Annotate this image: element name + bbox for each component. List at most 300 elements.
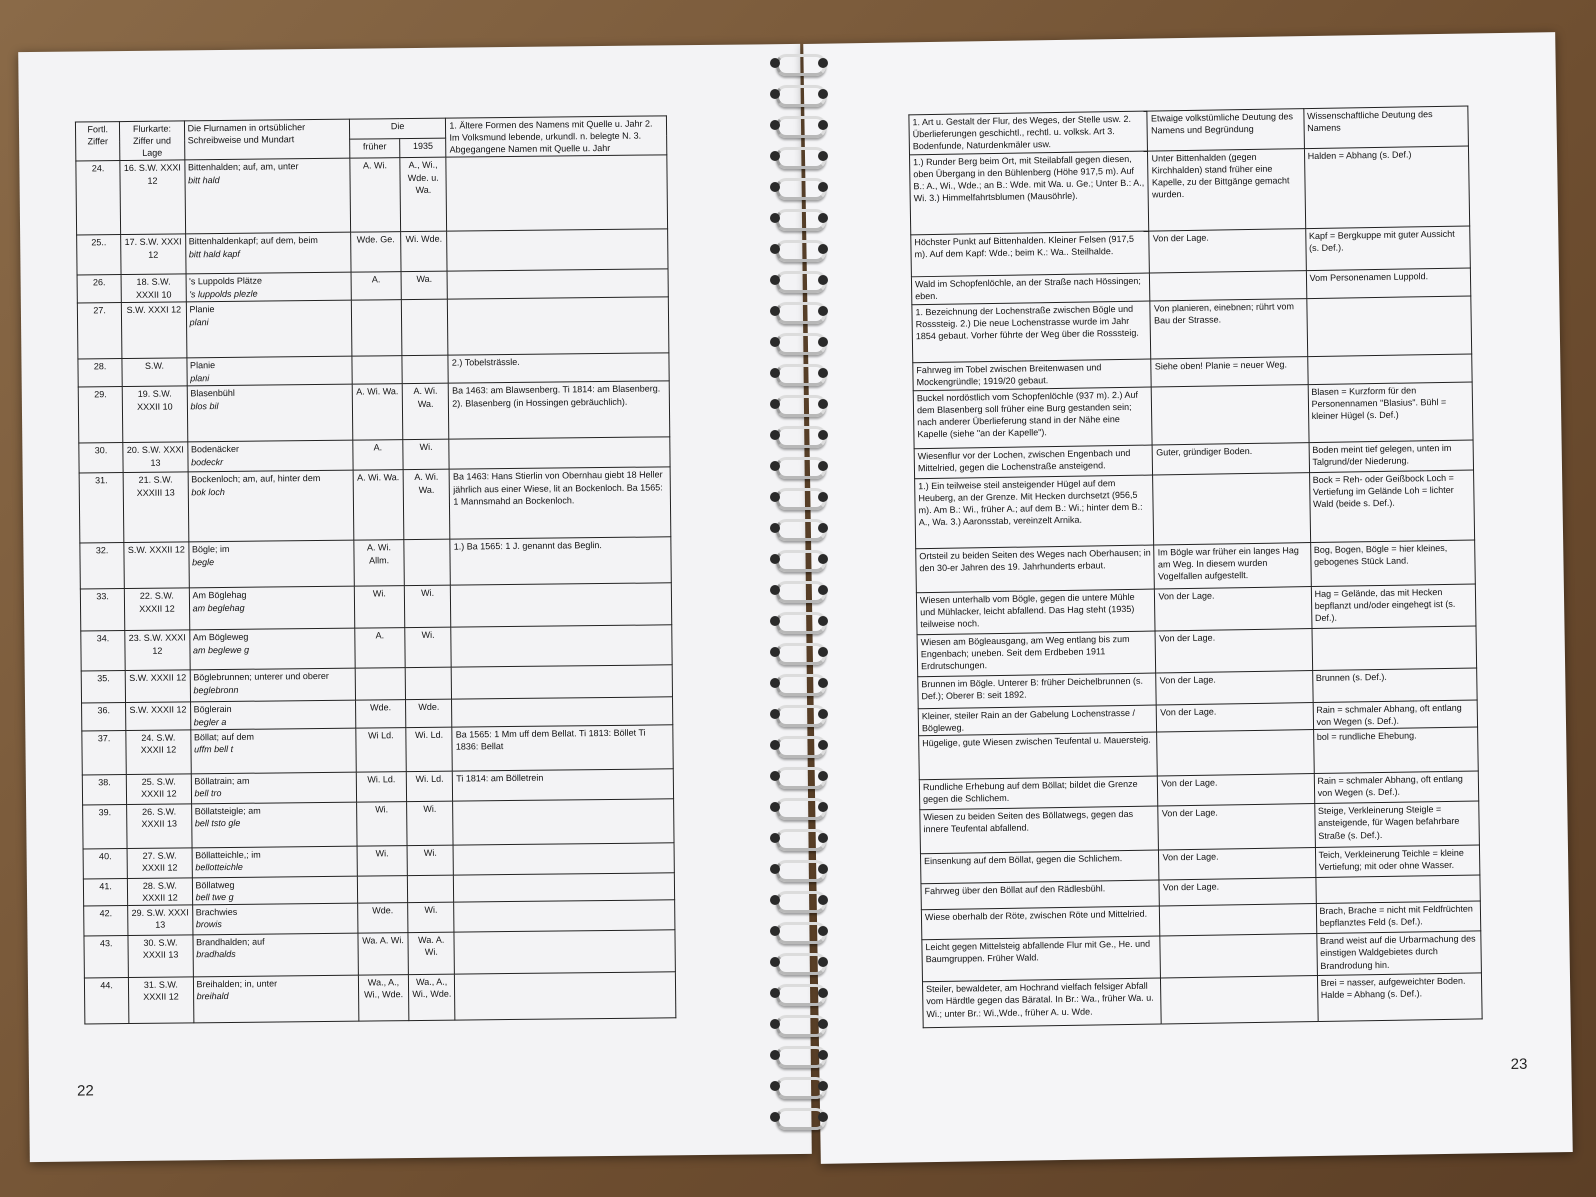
punch-hole (818, 430, 828, 440)
row-flurkarte: 24. S.W. XXXII 12 (126, 730, 191, 775)
row-frueher: A. Wi. (350, 158, 401, 233)
flurname-text: Am Böglehag (192, 590, 247, 601)
header-wissenschaftliche-deutung: Wissenschaftliche Deutung des Namens (1303, 106, 1468, 149)
row-number: 27. (77, 303, 122, 359)
row-1935: Wi. (407, 801, 454, 845)
row-volkstuemliche-deutung: Siehe oben! Planie = neuer Weg. (1151, 357, 1308, 387)
row-aeltere-formen (447, 269, 668, 299)
punch-hole (770, 151, 780, 161)
row-frueher: A. Wi. Wa. (353, 470, 404, 541)
flurname-mundart: plani (190, 372, 210, 383)
row-volkstuemliche-deutung: Guter, gründiger Boden. (1153, 443, 1310, 475)
punch-hole (770, 368, 780, 378)
punch-hole (770, 337, 780, 347)
row-flurkarte: 26. S.W. XXXII 13 (127, 804, 192, 849)
punch-hole (770, 244, 780, 254)
row-volkstuemliche-deutung: Von der Lage. (1158, 774, 1315, 806)
row-frueher: Wde. (358, 903, 408, 934)
row-flurname (191, 772, 357, 804)
row-flurkarte: 29. S.W. XXXI 13 (128, 905, 193, 936)
row-aeltere-formen (455, 972, 676, 1020)
header-fortl-ziffer: Fortl. Ziffer (75, 122, 120, 162)
row-1935: Wi. (405, 628, 452, 668)
row-frueher: Wi. (357, 845, 407, 876)
table-row (79, 467, 671, 543)
punch-hole (818, 182, 828, 192)
row-wissenschaftliche-deutung (1306, 296, 1471, 357)
row-art-gestalt: Hügelige, gute Wiesen zwischen Teufental u. Mauersteig. (919, 732, 1158, 780)
row-frueher: A. Wi. Wa. (352, 384, 403, 441)
row-wissenschaftliche-deutung: Vom Personenamen Luppold. (1306, 268, 1471, 299)
row-frueher (357, 875, 407, 903)
header-frueher: früher (350, 138, 400, 158)
flurname-text: Am Bögleweg (192, 632, 249, 643)
row-volkstuemliche-deutung (1150, 271, 1307, 301)
flurname-mundart: bradhalds (196, 949, 236, 960)
row-flurkarte: 19. S.W. XXXII 10 (123, 386, 188, 443)
row-number: 39. (83, 804, 128, 848)
flurname-text: Böllatsteigle; am (194, 805, 261, 817)
row-aeltere-formen: Ti 1814: am Bölletrein (453, 769, 674, 801)
header-1935: 1935 (400, 138, 446, 158)
punch-hole (770, 616, 780, 626)
header-aeltere-formen: 1. Ältere Formen des Namens mit Quelle u. Jahr 2. Im Volksmund lebende, urkundl. n. belegte N. 3. Abgegangene Namen mit Quelle u. Jahr (446, 116, 667, 158)
table-row (77, 229, 668, 275)
punch-hole (818, 151, 828, 161)
row-wissenschaftliche-deutung: Boden meint tief gelegen, unten im Talgrund/der Niederung. (1309, 440, 1474, 473)
punch-hole (818, 492, 828, 502)
spiral-binding (770, 40, 830, 1140)
flurname-mundart: uffm bell t (193, 743, 234, 755)
punch-hole (818, 306, 828, 316)
table-row (78, 381, 670, 443)
row-1935: Wa. (401, 272, 448, 300)
punch-hole (818, 988, 828, 998)
row-frueher: Wde. (355, 700, 405, 728)
row-aeltere-formen (448, 297, 669, 355)
punch-hole (818, 337, 828, 347)
flurname-mundart: breihald (196, 991, 229, 1002)
row-frueher: Wi. (354, 586, 405, 629)
flurname-text: 's Luppolds Plätze (189, 276, 262, 287)
punch-hole (770, 492, 780, 502)
row-flurname (190, 669, 356, 703)
punch-hole (818, 833, 828, 843)
row-frueher (352, 356, 402, 385)
row-aeltere-formen (446, 155, 667, 231)
punch-hole (770, 678, 780, 688)
punch-hole (770, 1050, 780, 1060)
punch-hole (818, 213, 828, 223)
row-flurname (190, 728, 356, 774)
punch-hole (770, 585, 780, 595)
row-1935: Wde. (406, 700, 453, 728)
row-flurkarte: S.W. XXXII 12 (126, 670, 191, 703)
row-1935: A., Wi., Wde. u. Wa. (400, 158, 447, 232)
row-art-gestalt: Fahrweg im Tobel zwischen Breitenwasen und Mockengründle; 1919/20 gebaut. (913, 359, 1152, 391)
flurname-text: Böllatteichle,; im (195, 849, 261, 861)
row-wissenschaftliche-deutung (1307, 354, 1472, 385)
row-wissenschaftliche-deutung: Hag = Gelände, das mit Hecken bepflanzt und/oder eingehegt ist (s. Def.). (1311, 584, 1476, 629)
row-frueher: Wa. A. Wi. (358, 933, 409, 976)
punch-hole (818, 275, 828, 285)
row-frueher: Wa., A., Wi., Wde. (358, 975, 409, 1022)
flurname-mundart: bitt hald (188, 174, 220, 185)
punch-hole (770, 1112, 780, 1122)
row-number: 26. (77, 275, 122, 303)
table-row (82, 725, 673, 775)
flurname-mundart: bell tro (194, 787, 222, 799)
punch-hole (818, 1112, 828, 1122)
flurname-mundart: bell tsto gle (194, 817, 241, 829)
table-row (76, 155, 668, 235)
row-1935 (404, 540, 451, 586)
row-number: 37. (82, 730, 127, 774)
row-volkstuemliche-deutung (1160, 934, 1317, 978)
flurname-text: Brachwies (195, 906, 238, 918)
row-number: 24. (76, 161, 121, 235)
flurname-mundart: beglebronn (193, 684, 239, 695)
row-1935: A. Wi. Wa. (403, 470, 450, 540)
row-flurkarte: S.W. (122, 358, 187, 387)
row-wissenschaftliche-deutung: Teich, Verkleinerung Teichle = kleine Vertiefung; mit oder ohne Wasser. (1315, 845, 1480, 878)
row-flurname (191, 802, 357, 848)
row-volkstuemliche-deutung (1161, 976, 1318, 1024)
flurname-text: Böllat; auf dem (193, 731, 255, 743)
row-art-gestalt: Wiesen unterhalb vom Bögle, gegen die untere Mühle und Mühlacker, leicht abfallend. Das Hag steht (1935) teilweise noch. (916, 589, 1155, 635)
table-row (912, 296, 1472, 363)
flurname-text: Böglebrunnen; unterer und oberer (193, 671, 329, 683)
row-art-gestalt: Wiese oberhalb der Röte, zwischen Röte und Mittelried. (921, 906, 1160, 940)
flurname-mundart: begle (192, 556, 215, 567)
punch-hole (770, 58, 780, 68)
row-art-gestalt: Wiesenflur vor der Lochen, zwischen Engenbach und Mittelried, gegen die Lochenstraße ansteigend. (914, 445, 1153, 479)
row-art-gestalt: Wiesen am Bögleausgang, am Weg entlang bis zum Engenbach; uneben. Seit dem Erdbeben 1911 Erdrutschungen. (917, 631, 1156, 677)
row-aeltere-formen: Ba 1463: Hans Stierlin von Obernhau giebt 18 Heller jährlich aus einer Wiese, lit an Bockenloch. Ba 1565: 1 Mannsmahd an Bockenloch. (449, 467, 670, 539)
row-art-gestalt: 1. Bezeichnung der Lochenstraße zwischen Bögle und Rosssteig. 2.) Die neue Lochenstrasse wurde im Jahr 1854 gebaut. Vorher führte der Weg über die Rosssteig. (912, 301, 1151, 363)
row-art-gestalt: 1.) Ein teilweise steil ansteigender Hügel auf dem Heuberg, an der Grenze. Mit Hecken durchsetzt (956,5 m). Am B.: Wi., früher A.; auf dem B.: Wi.; hinter dem B.: A., Wa. 3.) Aaronsstab, vereinzelt Arnika. (915, 475, 1155, 549)
row-1935: A. Wi. Wa. (402, 384, 449, 440)
row-art-gestalt: Ortsteil zu beiden Seiten des Weges nach Oberhausen; in den 30-er Jahren des 19. Jahrhunderts erbaut. (916, 545, 1155, 593)
row-aeltere-formen (451, 583, 672, 627)
punch-hole (818, 616, 828, 626)
row-1935: Wi. Ld. (406, 771, 453, 801)
row-art-gestalt: Leicht gegen Mittelsteig abfallende Flur mit Ge., He. und Baumgruppen. Früher Wald. (922, 936, 1161, 982)
row-number: 30. (79, 443, 124, 473)
punch-hole (818, 1081, 828, 1091)
row-number: 40. (83, 848, 128, 878)
table-row (922, 973, 1482, 1028)
row-art-gestalt: Buckel nordöstlich vom Schopfenlöchle (937 m). 2.) Auf dem Blasenberg soll früher eine Burg gestanden sein; nach anderer Überlieferung stand in der Nähe eine Kapelle (siehe "an der Kapelle"). (913, 387, 1152, 449)
row-volkstuemliche-deutung: Von der Lage. (1159, 878, 1315, 906)
header-die: Die (349, 118, 446, 139)
row-frueher: Wi Ld. (356, 727, 407, 772)
row-aeltere-formen: Ba 1463: am Blawsenberg. Ti 1814: am Blasenberg. 2). Blasenberg (in Hossingen gebräuchlich). (449, 381, 670, 439)
row-flurkarte: 25. S.W. XXXII 12 (127, 774, 192, 805)
punch-hole (770, 864, 780, 874)
row-art-gestalt: Wald im Schopfenlöchle, an der Straße nach Hössingen; eben. (911, 273, 1150, 305)
punch-hole (770, 957, 780, 967)
table-row (83, 799, 674, 849)
row-art-gestalt: Rundliche Erhebung auf dem Böllat; bildet die Grenze gegen die Schlichem. (919, 776, 1158, 810)
row-flurname (192, 903, 358, 935)
row-wissenschaftliche-deutung: Halden = Abhang (s. Def.) (1304, 146, 1470, 229)
row-flurname (186, 273, 352, 303)
page-number-right: 23 (1510, 1055, 1528, 1073)
row-number: 36. (82, 703, 127, 731)
table-row (84, 930, 675, 978)
row-number: 38. (82, 774, 127, 804)
row-flurname (189, 587, 355, 631)
flurname-mundart: bok loch (191, 486, 225, 497)
left-page (18, 44, 812, 1162)
punch-hole (818, 368, 828, 378)
row-wissenschaftliche-deutung (1312, 626, 1477, 671)
left-table-body (76, 155, 676, 1024)
row-wissenschaftliche-deutung: Bog, Bogen, Bögle = hier kleines, gebogenes Stück Land. (1310, 540, 1475, 587)
flurname-text: Bittenhalden; auf, am, unter (187, 161, 299, 173)
punch-hole (770, 926, 780, 936)
punch-hole (770, 554, 780, 564)
punch-hole (818, 554, 828, 564)
table-row (910, 146, 1470, 235)
header-flurnamen: Die Flurnamen in ortsüblicher Schreibweise und Mundart (184, 119, 350, 160)
row-flurname (187, 385, 353, 443)
row-wissenschaftliche-deutung: Bock = Reh- oder Geißbock Loch = Vertiefung im Gelände Loh = lichter Wald (beide s. Def.). (1309, 470, 1475, 543)
row-frueher: A. (351, 272, 401, 301)
row-number: 29. (78, 387, 123, 443)
row-number: 28. (78, 359, 123, 387)
row-art-gestalt: 1.) Runder Berg beim Ort, mit Steilabfall gegen diesen, oben Übergang in den Bühlenberg (Höhe 917,5 m). Auf B.: A., Wi., Wde.; an B.: Wde. mit Wa. u. Ge.; Unter B.: A., Wi. 3.) Himmelfahrtsblumen (Mausöhrle). (910, 151, 1150, 235)
punch-hole (818, 461, 828, 471)
punch-hole (770, 213, 780, 223)
row-aeltere-formen: 2.) Tobelsträssle. (448, 353, 669, 383)
row-wissenschaftliche-deutung: Rain = schmaler Abhang, oft entlang von Wegen (s. Def.). (1314, 771, 1479, 804)
page-number-left: 22 (77, 1082, 94, 1100)
table-row (81, 625, 672, 671)
row-volkstuemliche-deutung: Von der Lage. (1158, 804, 1315, 850)
flurname-mundart: begler a (193, 716, 227, 727)
row-aeltere-formen: 1.) Ba 1565: 1 J. genannt das Beglin. (450, 537, 671, 585)
row-flurname (186, 357, 352, 387)
row-flurkarte: 17. S.W. XXXI 12 (121, 234, 186, 275)
row-aeltere-formen (449, 437, 670, 469)
punch-hole (818, 957, 828, 967)
flurname-mundart: plani (189, 316, 209, 327)
row-1935 (401, 300, 448, 356)
row-frueher: A. Wi. Allm. (354, 540, 405, 587)
table-row (913, 382, 1473, 449)
row-frueher: A. (353, 440, 403, 471)
punch-hole (770, 182, 780, 192)
flurname-mundart: browis (195, 919, 222, 930)
row-flurkarte: 31. S.W. XXXII 12 (129, 977, 194, 1024)
punch-hole (770, 833, 780, 843)
row-wissenschaftliche-deutung: Brach, Brache = nicht mit Feldfrüchten bepflanztes Feld (s. Def.). (1316, 901, 1481, 934)
row-volkstuemliche-deutung: Von der Lage. (1156, 671, 1313, 705)
table-row (80, 537, 671, 589)
row-flurname (185, 233, 351, 275)
row-volkstuemliche-deutung: Von der Lage. (1149, 229, 1306, 273)
row-flurname (192, 846, 358, 878)
punch-hole (770, 709, 780, 719)
row-wissenschaftliche-deutung: Brei = nasser, aufgeweichter Boden. Halde = Abhang (s. Def.). (1317, 973, 1482, 1022)
row-wissenschaftliche-deutung: Brand weist auf die Urbarmachung des einstigen Waldgebietes durch Brandrodung hin. (1316, 931, 1481, 976)
row-1935 (402, 356, 449, 384)
flurname-text: Bockenloch; am, auf, hinter dem (191, 473, 321, 485)
row-art-gestalt: Einsenkung auf dem Böllat, gegen die Schlichem. (920, 850, 1159, 884)
punch-hole (770, 430, 780, 440)
row-1935: Wa., A., Wi., Wde. (408, 974, 455, 1020)
punch-hole (818, 771, 828, 781)
row-art-gestalt: Kleiner, steiler Rain an der Gabelung Lochenstrasse / Bögleweg. (918, 705, 1157, 736)
row-volkstuemliche-deutung: Von der Lage. (1155, 629, 1312, 673)
row-flurkarte: 18. S.W. XXXII 10 (121, 274, 186, 303)
row-art-gestalt: Brunnen im Bögle. Unterer B: früher Deichelbrunnen (s. Def.); Oberer B: seit 1892. (918, 673, 1157, 709)
punch-hole (770, 399, 780, 409)
row-wissenschaftliche-deutung: Blasen = Kurzform für den Personennamen "Blasius". Bühl = kleiner Hügel (s. Def.) (1308, 382, 1473, 443)
row-aeltere-formen (453, 799, 674, 845)
row-frueher (355, 668, 406, 701)
punch-hole (818, 709, 828, 719)
punch-hole (818, 244, 828, 254)
row-number: 35. (81, 671, 126, 703)
row-aeltere-formen (453, 843, 674, 875)
row-number: 42. (84, 906, 129, 936)
punch-hole (770, 771, 780, 781)
flurname-mundart: bell twe g (195, 891, 234, 903)
flurname-text: Böllatweg (195, 879, 235, 891)
flurname-text: Planie (189, 304, 215, 315)
row-aeltere-formen (454, 930, 675, 974)
table-row (77, 297, 669, 359)
punch-hole (818, 864, 828, 874)
punch-hole (770, 461, 780, 471)
punch-hole (770, 306, 780, 316)
row-number: 25.. (77, 235, 122, 275)
flurname-mundart: am beglewe g (192, 644, 250, 655)
row-1935 (405, 668, 452, 700)
flurname-text: Planie (189, 360, 216, 371)
punch-hole (818, 895, 828, 905)
punch-hole (770, 1019, 780, 1029)
right-page (803, 32, 1572, 1164)
row-1935: Wi. (408, 902, 455, 932)
row-wissenschaftliche-deutung: bol = rundliche Ehebung. (1313, 727, 1478, 774)
row-volkstuemliche-deutung: Von der Lage. (1155, 587, 1312, 631)
punch-hole (818, 740, 828, 750)
row-1935 (407, 875, 454, 903)
flurname-text: Böllatrain; am (194, 775, 250, 787)
row-flurname (187, 441, 353, 473)
right-field-description-table (908, 106, 1482, 1029)
row-volkstuemliche-deutung (1160, 904, 1317, 936)
row-flurname (190, 701, 356, 730)
row-flurname (188, 541, 354, 589)
punch-hole (770, 89, 780, 99)
punch-hole (818, 1050, 828, 1060)
punch-hole (770, 895, 780, 905)
flurname-text: Bögle; im (191, 544, 230, 555)
row-art-gestalt: Wiesen zu beiden Seiten des Böllatwegs, gegen das innere Teufental abfallend. (920, 806, 1159, 854)
flurname-text: Breihalden; in, unter (196, 978, 278, 990)
flurname-mundart: bitt hald kapf (188, 248, 240, 259)
punch-hole (770, 988, 780, 998)
row-flurkarte: 28. S.W. XXXII 12 (128, 878, 193, 906)
flurname-text: Bittenhaldenkapf; auf dem, beim (188, 235, 318, 247)
row-flurname (192, 933, 358, 977)
flurname-mundart: 's luppolds plezle (189, 288, 258, 299)
row-volkstuemliche-deutung: Im Bögle war früher ein langes Hag am Weg. In diesem wurden Vogelfallen aufgestellt. (1154, 543, 1311, 589)
table-row (80, 583, 671, 631)
row-aeltere-formen (452, 697, 673, 727)
punch-hole (818, 1019, 828, 1029)
header-volkstuemliche-deutung: Etwaige volkstümliche Deutung des Namens und Begründung (1147, 109, 1304, 151)
row-flurname (189, 629, 355, 671)
row-number: 31. (79, 473, 124, 543)
row-flurkarte: 16. S.W. XXXI 12 (120, 160, 185, 235)
punch-hole (770, 275, 780, 285)
row-aeltere-formen (454, 873, 675, 903)
punch-hole (818, 678, 828, 688)
table-row (84, 972, 675, 1024)
punch-hole (770, 523, 780, 533)
row-wissenschaftliche-deutung: Steige, Verkleinerung Steigle = ansteigende, für Wagen befahrbare Straße (s. Def.). (1314, 801, 1479, 848)
row-aeltere-formen (454, 900, 675, 932)
left-field-name-table (75, 115, 676, 1024)
row-aeltere-formen (451, 625, 672, 667)
header-flurkarte: Flurkarte: Ziffer und Lage (120, 121, 185, 161)
row-number: 44. (84, 978, 129, 1024)
punch-hole (818, 89, 828, 99)
punch-hole (770, 740, 780, 750)
punch-hole (818, 802, 828, 812)
row-number: 43. (84, 936, 129, 978)
row-flurkarte: 30. S.W. XXXII 13 (128, 935, 193, 978)
row-art-gestalt: Fahrweg über den Böllat auf den Rädlesbühl. (921, 880, 1160, 910)
punch-hole (818, 926, 828, 936)
row-volkstuemliche-deutung: Von der Lage. (1157, 703, 1314, 733)
row-wissenschaftliche-deutung (1315, 875, 1480, 904)
row-1935: Wi. Ld. (406, 727, 453, 771)
row-volkstuemliche-deutung: Unter Bittenhalden (gegen Kirchhalden) stand früher eine Kapelle, zu der Bittgänge gemacht wurden. (1148, 149, 1305, 231)
row-flurname (192, 876, 358, 905)
row-number: 41. (83, 878, 128, 906)
row-flurname (186, 301, 352, 359)
row-flurkarte: 23. S.W. XXXI 12 (125, 630, 190, 671)
row-wissenschaftliche-deutung: Brunnen (s. Def.). (1312, 668, 1477, 703)
row-flurname (193, 975, 359, 1023)
row-1935: Wi. (404, 586, 451, 628)
row-1935: Wi. Wde. (401, 232, 448, 272)
row-frueher: Wi. (356, 801, 407, 846)
flurname-text: Böglerain (193, 704, 232, 715)
row-flurkarte: 21. S.W. XXXIII 13 (123, 472, 188, 543)
flurname-mundart: bellotteichle (195, 861, 243, 873)
row-1935: Wa. A. Wi. (408, 932, 455, 974)
punch-hole (818, 58, 828, 68)
row-flurkarte: 20. S.W. XXXI 13 (123, 442, 188, 473)
row-1935: Wi. (407, 845, 454, 875)
flurname-mundart: am beglehag (192, 602, 245, 613)
row-flurkarte: 22. S.W. XXXII 12 (125, 588, 190, 631)
flurname-mundart: bodeckr (190, 456, 224, 467)
row-art-gestalt: Höchster Punkt auf Bittenhalden. Kleiner Felsen (917,5 m). Auf dem Kapf: Wde.; beim K.: Wa.. Steilhalde. (911, 231, 1150, 277)
row-volkstuemliche-deutung (1152, 385, 1309, 445)
row-art-gestalt: Steiler, bewaldeter, am Hochrand vielfach felsiger Abfall vom Härdtle gegen das Bäratal. In Br.: Wa., früher Wa. u. Wi.; unter Br.: Wi.,Wde., früher A. u. Wde. (922, 978, 1161, 1028)
punch-hole (770, 802, 780, 812)
row-aeltere-formen: Ba 1565: 1 Mm uff dem Bellat. Ti 1813: Böllet Ti 1836: Bellat (452, 725, 673, 771)
